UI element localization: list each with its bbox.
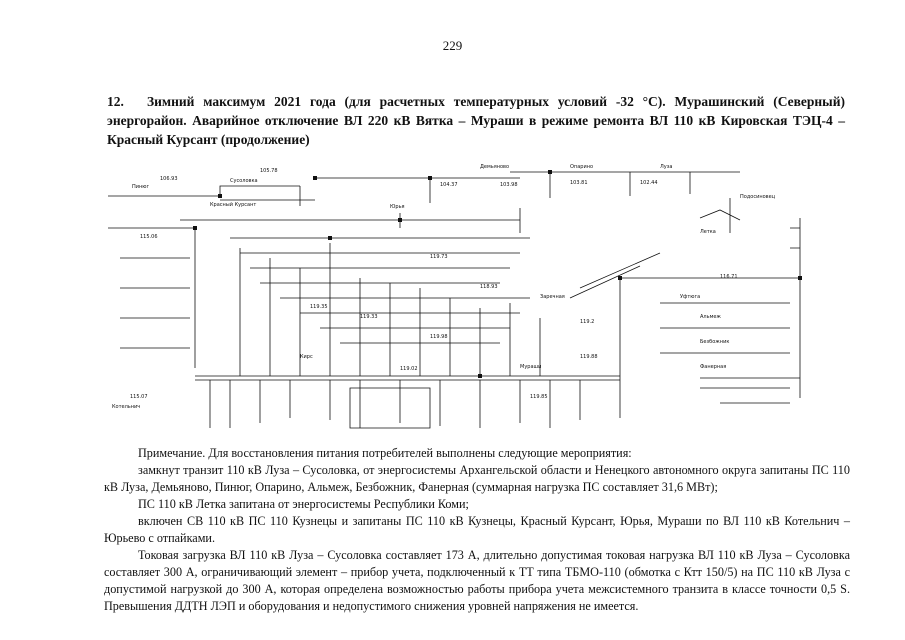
note-paragraph: Токовая загрузка ВЛ 110 кВ Луза – Сусоловка составляет 173 А, длительно допустимая токовая нагрузка ВЛ 110 кВ Луза – Сусоловка составляет 300 А, ограничивающий элемент – прибор учета, подключенный к ТТ типа ТБМО-110 (обмотка с Ктт 150/5) на ПС 110 кВ Луза с допустимой нагрузкой до 300 А, которая определена возможностью работы прибора учета межсистемного транзита в классе точности 0,5 S. Превышения ДДТН ЛЭП и оборудования и недопустимого снижения уровней напряжения не имеется. [104, 548, 850, 613]
voltage-16: 115.07 [130, 394, 148, 400]
voltage-1: 105.78 [260, 168, 278, 174]
page-number: 229 [442, 38, 463, 53]
voltage-7: 115.06 [140, 234, 158, 240]
voltage-5: 103.81 [570, 180, 588, 186]
voltage-18: 119.85 [530, 394, 548, 400]
label-kotelnich: Котельнич [112, 404, 141, 410]
label-letka: Летка [700, 229, 716, 235]
voltage-17: 119.2 [580, 319, 595, 325]
note-item-3: включен СВ 110 кВ ПС 110 Кузнецы и запитаны ПС 110 кВ Кузнецы, Красный Курсант, Юрья, Мураши по ВЛ 110 кВ Котельнич – Юрьево с отпайками. [104, 514, 850, 545]
voltage-2: 106.93 [160, 176, 178, 182]
label-krasny-kursant: Красный Курсант [210, 202, 257, 208]
section-number: 12. [107, 94, 124, 109]
power-grid-diagram [100, 158, 810, 436]
section-heading [107, 92, 845, 149]
label-murashi: Мураши [520, 364, 542, 370]
voltage-12: 119.98 [430, 334, 448, 340]
voltage-13: 119.88 [580, 354, 598, 360]
voltage-11: 119.33 [360, 314, 378, 320]
label-luza: Луза [660, 164, 673, 170]
voltage-8: 116.71 [720, 274, 738, 280]
voltage-6: 102.44 [640, 180, 658, 186]
note-block [104, 445, 850, 615]
voltage-3: 104.37 [440, 182, 458, 188]
label-kirs: Кирс [300, 354, 313, 360]
label-zarechnaya: Заречная [540, 294, 565, 300]
voltage-10: 118.93 [480, 284, 498, 290]
voltage-9: 119.73 [430, 254, 448, 260]
voltage-4: 103.98 [500, 182, 518, 188]
label-susolovka: Сусоловка [230, 178, 258, 184]
label-oparino: Опарино [570, 164, 594, 170]
note-title: Примечание. Для восстановления питания потребителей выполнены следующие мероприятия: [138, 446, 632, 460]
label-fanernaya: Фанерная [700, 364, 727, 370]
note-item-2: ПС 110 кВ Летка запитана от энергосистемы Республики Коми; [138, 497, 469, 511]
voltage-15: 119.35 [310, 304, 328, 310]
label-pinyug: Пинюг [132, 184, 150, 190]
label-yuria: Юрья [390, 204, 405, 210]
note-item-1: замкнут транзит 110 кВ Луза – Сусоловка, от энергосистемы Архангельской области и Ненецкого автономного округа запитаны ПС 110 кВ Луза, Демьяново, Пинюг, Опарино, Альмеж, Безбожник, Фанерная (суммарная нагрузка ПС составляет 31,6 МВт); [104, 463, 850, 494]
label-almezh: Альмеж [700, 314, 721, 320]
label-uftyuga: Уфтюга [680, 294, 701, 300]
section-title: Зимний максимум 2021 года (для расчетных температурных условий -32 °С). Мурашинский (Северный) энергорайон. Аварийное отключение ВЛ 220 кВ Вятка – Мураши в режиме ремонта ВЛ 110 кВ Кировская ТЭЦ-4 – Красный Курсант (продолжение) [107, 94, 845, 147]
label-demyanovo: Демьяново [480, 164, 510, 170]
grid-schematic [100, 158, 810, 436]
voltage-14: 119.02 [400, 366, 418, 372]
label-bezbozhnik: Безбожник [700, 339, 730, 345]
label-podosinovets: Подосиновец [740, 194, 776, 200]
